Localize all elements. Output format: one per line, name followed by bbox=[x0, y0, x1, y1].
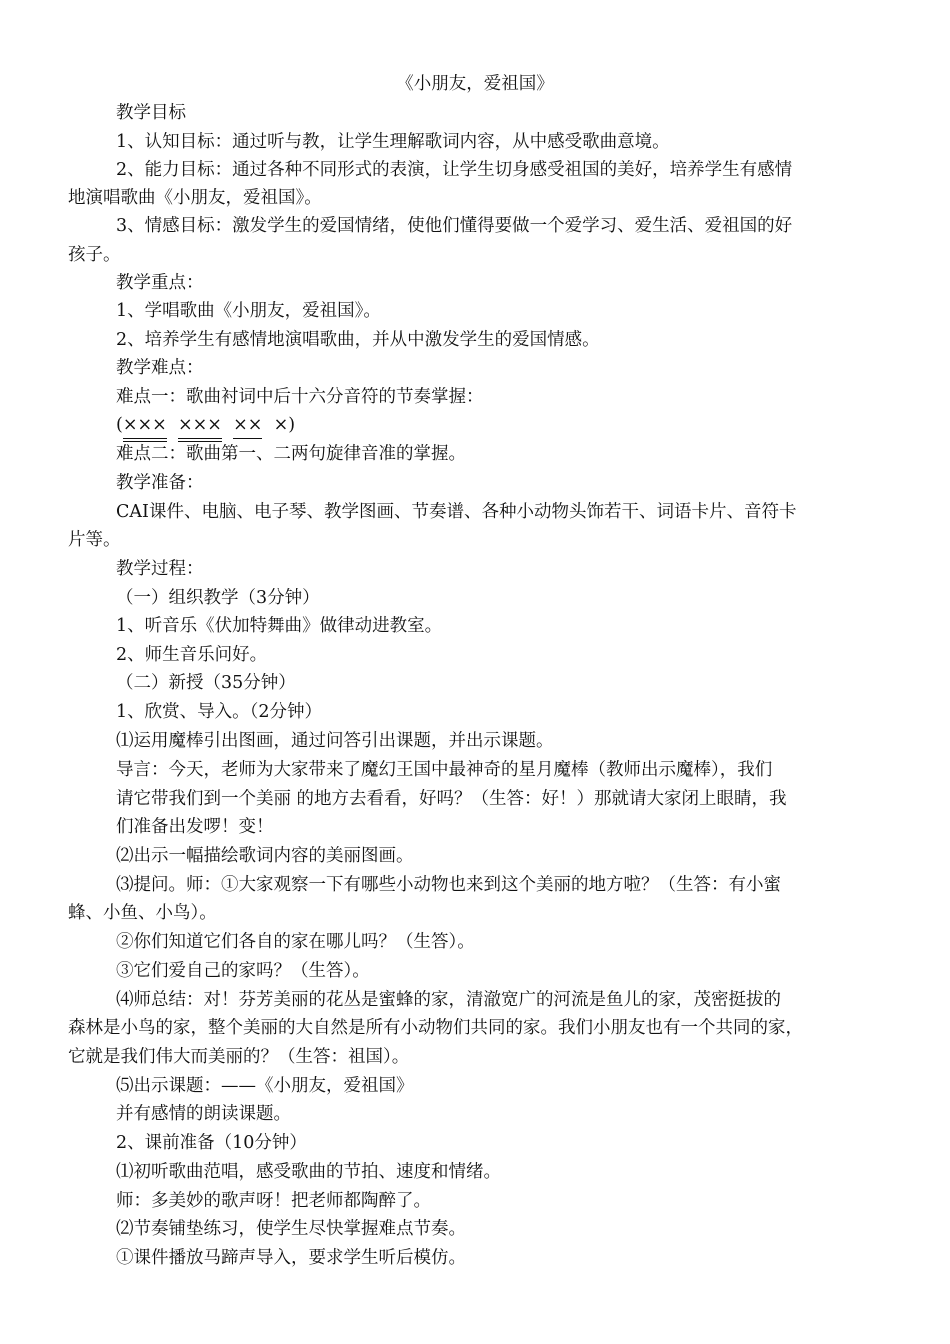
paragraph-line: 们准备出发啰！变！ bbox=[116, 817, 274, 837]
paragraph-line: ⑴运用魔棒引出图画，通过问答引出课题，并出示课题。 bbox=[116, 731, 554, 751]
document-title: 《小朋友，爱祖国》 bbox=[396, 74, 554, 94]
rhythm-close-paren: ) bbox=[288, 415, 296, 435]
paragraph-line: ⑴初听歌曲范唱，感受歌曲的节拍、速度和情绪。 bbox=[116, 1162, 501, 1182]
paragraph-line: 1、欣赏、导入。（2分钟） bbox=[116, 702, 323, 722]
rhythm-group-sixteenth: ××× bbox=[123, 413, 167, 439]
rhythm-open-paren: ( bbox=[116, 415, 123, 435]
paragraph-line: ②你们知道它们各自的家在哪儿吗？（生答）。 bbox=[116, 932, 475, 952]
paragraph-line: CAI课件、电脑、电子琴、教学图画、节奏谱、各种小动物头饰若干、词语卡片、音符卡 bbox=[116, 502, 797, 522]
paragraph-line: 1、听音乐《伏加特舞曲》做律动进教室。 bbox=[116, 616, 443, 636]
rhythm-group-eighth: ×× bbox=[233, 413, 262, 439]
paragraph-line: 2、师生音乐问好。 bbox=[116, 645, 268, 665]
paragraph-line: 1、学唱歌曲《小朋友，爱祖国》。 bbox=[116, 301, 381, 321]
paragraph-line: 师：多美妙的歌声呀！把老师都陶醉了。 bbox=[116, 1191, 431, 1211]
paragraph-line: 它就是我们伟大而美丽的？（生答：祖国）。 bbox=[68, 1047, 410, 1067]
heading-preparation: 教学准备： bbox=[116, 473, 204, 493]
paragraph-line: 导言：今天，老师为大家带来了魔幻王国中最神奇的星月魔棒（教师出示魔棒），我们 bbox=[116, 760, 773, 780]
paragraph-line: ③它们爱自己的家吗？（生答）。 bbox=[116, 961, 370, 981]
paragraph-line: 3、情感目标：激发学生的爱国情绪，使他们懂得要做一个爱学习、爱生活、爱祖国的好 bbox=[116, 216, 793, 236]
rhythm-group-quarter: × bbox=[273, 415, 289, 435]
heading-process: 教学过程： bbox=[116, 559, 204, 579]
paragraph-line: 地演唱歌曲《小朋友，爱祖国》。 bbox=[68, 188, 322, 208]
heading-difficulties: 教学难点： bbox=[116, 358, 204, 378]
paragraph-line: ①课件播放马蹄声导入，要求学生听后模仿。 bbox=[116, 1248, 466, 1268]
paragraph-line: ⑵节奏铺垫练习，使学生尽快掌握难点节奏。 bbox=[116, 1219, 466, 1239]
paragraph-line: 2、能力目标：通过各种不同形式的表演，让学生切身感受祖国的美好，培养学生有感情 bbox=[116, 160, 793, 180]
rhythm-group-sixteenth: ××× bbox=[178, 413, 222, 439]
paragraph-line: ⑸出示课题：——《小朋友，爱祖国》 bbox=[116, 1076, 414, 1096]
paragraph-line: 森林是小鸟的家，整个美丽的大自然是所有小动物们共同的家。我们小朋友也有一个共同的家， bbox=[68, 1018, 803, 1038]
heading-key-points: 教学重点： bbox=[116, 273, 204, 293]
paragraph-line: 1、认知目标：通过听与教，让学生理解歌词内容，从中感受歌曲意境。 bbox=[116, 132, 670, 152]
paragraph-line: ⑵出示一幅描绘歌词内容的美丽图画。 bbox=[116, 846, 414, 866]
paragraph-line: 片等。 bbox=[68, 530, 121, 550]
paragraph-line: 难点二：歌曲第一、二两句旋律音准的掌握。 bbox=[116, 444, 466, 464]
paragraph-line: 蜂、小鱼、小鸟）。 bbox=[68, 903, 217, 923]
heading-objectives: 教学目标 bbox=[116, 103, 186, 123]
paragraph-line: 2、培养学生有感情地演唱歌曲，并从中激发学生的爱国情感。 bbox=[116, 330, 600, 350]
paragraph-line: （一）组织教学（3分钟） bbox=[116, 588, 320, 608]
paragraph-line: 2、课前准备（10分钟） bbox=[116, 1133, 307, 1153]
rhythm-notation bbox=[116, 413, 295, 437]
paragraph-line: ⑶提问。师：①大家观察一下有哪些小动物也来到这个美丽的地方啦？（生答：有小蜜 bbox=[116, 875, 781, 895]
paragraph-line: 难点一：歌曲衬词中后十六分音符的节奏掌握： bbox=[116, 387, 484, 407]
paragraph-line: 并有感情的朗读课题。 bbox=[116, 1104, 291, 1124]
paragraph-line: 孩子。 bbox=[68, 245, 121, 265]
paragraph-line: （二）新授（35分钟） bbox=[116, 673, 296, 693]
paragraph-line: 请它带我们到一个美丽 的地方去看看，好吗？（生答：好！）那就请大家闭上眼睛，我 bbox=[116, 789, 787, 809]
paragraph-line: ⑷师总结：对！芬芳美丽的花丛是蜜蜂的家，清澈宽广的河流是鱼儿的家，茂密挺拔的 bbox=[116, 990, 781, 1010]
